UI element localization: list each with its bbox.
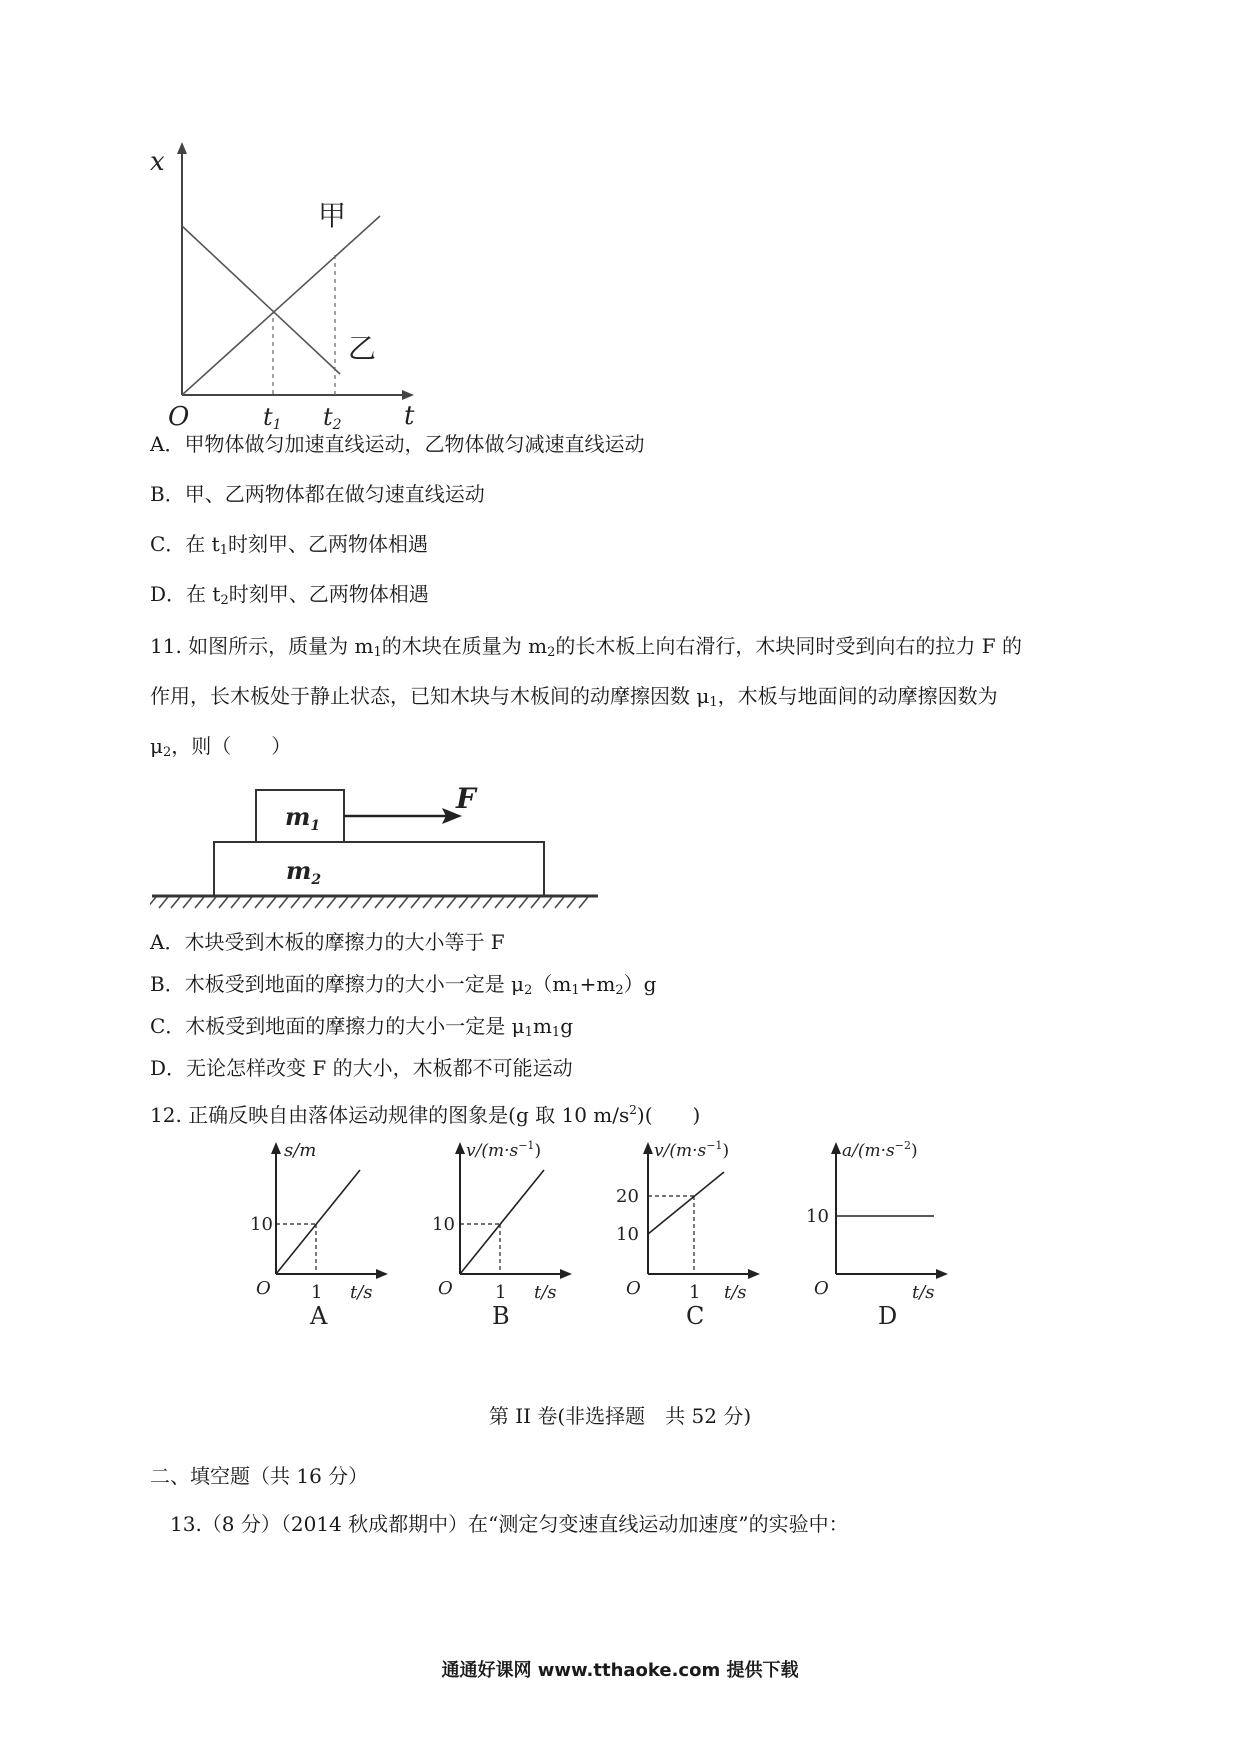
hatch-mark [519, 897, 528, 908]
data-line [276, 1170, 360, 1274]
hatch-mark [267, 897, 276, 908]
t2-label: t2 [323, 403, 342, 430]
x-tick-1: 1 [689, 1282, 701, 1303]
hatch-mark [327, 897, 336, 908]
hatch-mark [339, 897, 348, 908]
axis-y-arrow [271, 1142, 281, 1154]
m1-label: $m_1$ [285, 802, 321, 834]
data-line [648, 1172, 724, 1234]
x-label: t/s [534, 1282, 557, 1303]
series-yi-line [182, 226, 340, 374]
x-tick-1: 1 [495, 1282, 507, 1303]
y-label: $v/(m\cdot s^{-1})$ [654, 1139, 730, 1161]
x-axis-arrow [177, 142, 187, 154]
hatch-mark [279, 897, 288, 908]
hatch-mark [303, 897, 312, 908]
q12-graph-d [800, 1138, 970, 1328]
hatch-mark [375, 897, 384, 908]
q12-graph-c [612, 1138, 782, 1328]
x-t-graph [140, 140, 430, 430]
q10-option-c: C．在 $t_1$时刻甲、乙两物体相遇 [150, 532, 428, 558]
hatch-mark [459, 897, 468, 908]
graph-letter: C [686, 1302, 705, 1328]
hatch-mark [567, 897, 576, 908]
q11-option-c: C．木板受到地面的摩擦力的大小一定是 $\mu_1m_1g$ [150, 1014, 574, 1040]
section-2-title: 第 II 卷(非选择题 共 52 分) [488, 1404, 752, 1428]
hatch-mark [159, 897, 168, 908]
axis-y-arrow [455, 1142, 465, 1154]
origin: O [626, 1278, 641, 1299]
hatch-mark [315, 897, 324, 908]
t1-label: t1 [263, 403, 282, 430]
hatch-mark [183, 897, 192, 908]
axis-y-arrow [643, 1142, 653, 1154]
ground-hatching [150, 897, 588, 908]
y-tick-10: 10 [616, 1224, 639, 1245]
axis-x-arrow [936, 1269, 948, 1279]
m2-label: $m_2$ [286, 856, 322, 888]
board-m2 [214, 842, 544, 896]
page-footer: 通通好课网 www.tthaoke.com 提供下载 [441, 1660, 799, 1681]
y-tick-20: 20 [616, 1186, 639, 1207]
hatch-mark [363, 897, 372, 908]
hatch-mark [447, 897, 456, 908]
axis-x-arrow [560, 1269, 572, 1279]
series-jia-label: 甲 [318, 199, 347, 232]
hatch-mark [171, 897, 180, 908]
hatch-mark [219, 897, 228, 908]
x-label: t/s [912, 1282, 935, 1303]
q12-graph-b [430, 1138, 590, 1328]
y-label: s/m [284, 1140, 317, 1161]
graph-letter: D [878, 1302, 898, 1328]
q10-option-b: B．甲、乙两物体都在做匀速直线运动 [150, 482, 485, 506]
hatch-mark [555, 897, 564, 908]
y-tick-10: 10 [806, 1206, 829, 1227]
axis-x-arrow [748, 1269, 760, 1279]
hatch-mark [207, 897, 216, 908]
hatch-mark [411, 897, 420, 908]
q10-option-a: A．甲物体做匀加速直线运动，乙物体做匀减速直线运动 [150, 432, 645, 456]
hatch-mark [231, 897, 240, 908]
t-axis-label: t [404, 401, 415, 430]
hatch-mark [483, 897, 492, 908]
hatch-mark [423, 897, 432, 908]
origin: O [814, 1278, 829, 1299]
x-label: t/s [724, 1282, 747, 1303]
x-label: t/s [350, 1282, 373, 1303]
t-axis-arrow [402, 390, 414, 400]
q11-stem-line1: 11. 如图所示，质量为 $m_1$的木块在质量为 $m_2$的长木板上向右滑行，木块同时受到向右的拉力 F 的 [150, 634, 1022, 660]
axis-x-arrow [376, 1269, 388, 1279]
q11-stem-line3: $\mu_2$，则（ ） [150, 734, 292, 760]
hatch-mark [435, 897, 444, 908]
block-board-figure [150, 780, 600, 920]
q11-option-b: B．木板受到地面的摩擦力的大小一定是 $\mu_2(m_1+m_2)g$ [150, 972, 657, 998]
hatch-mark [471, 897, 480, 908]
graph-letter: B [492, 1302, 510, 1328]
q12-stem: 12. 正确反映自由落体运动规律的图象是(g 取 10 $m/s^2$)( ) [150, 1103, 701, 1127]
hatch-mark [387, 897, 396, 908]
part-2-heading: 二、填空题（共 16 分） [150, 1464, 369, 1488]
data-line [460, 1170, 544, 1274]
origin: O [438, 1278, 453, 1299]
hatch-mark [531, 897, 540, 908]
q11-stem-line2: 作用，长木板处于静止状态，已知木块与木板间的动摩擦因数 $\mu_1$，木板与地面间的动摩擦因数为 [150, 684, 998, 710]
hatch-mark [195, 897, 204, 908]
graph-letter: A [310, 1302, 328, 1328]
q11-option-a: A．木块受到木板的摩擦力的大小等于 F [150, 930, 505, 954]
y-label: $v/(m\cdot s^{-1})$ [466, 1139, 542, 1161]
y-label: $a/(m\cdot s^{-2})$ [842, 1139, 918, 1161]
force-label: F [456, 782, 476, 815]
series-yi-label: 乙 [348, 332, 377, 365]
hatch-mark [543, 897, 552, 908]
hatch-mark [351, 897, 360, 908]
x-axis-label: x [150, 147, 165, 177]
origin: O [256, 1278, 271, 1299]
q13-stem: 13.（8 分）（2014 秋成都期中）在“测定匀变速直线运动加速度”的实验中： [170, 1512, 849, 1536]
axis-y-arrow [831, 1142, 841, 1154]
q12-graph-a [250, 1138, 410, 1328]
hatch-mark [579, 897, 588, 908]
hatch-mark [150, 897, 156, 908]
hatch-mark [507, 897, 516, 908]
y-tick-10: 10 [250, 1214, 273, 1235]
hatch-mark [291, 897, 300, 908]
hatch-mark [243, 897, 252, 908]
hatch-mark [255, 897, 264, 908]
q11-option-d: D．无论怎样改变 F 的大小，木板都不可能运动 [150, 1056, 573, 1080]
x-tick-1: 1 [311, 1282, 323, 1303]
hatch-mark [399, 897, 408, 908]
origin-label: O [168, 402, 190, 430]
y-tick-10: 10 [432, 1214, 455, 1235]
hatch-mark [495, 897, 504, 908]
q10-option-d: D．在 $t_2$时刻甲、乙两物体相遇 [150, 582, 429, 608]
series-jia-line [182, 216, 380, 395]
